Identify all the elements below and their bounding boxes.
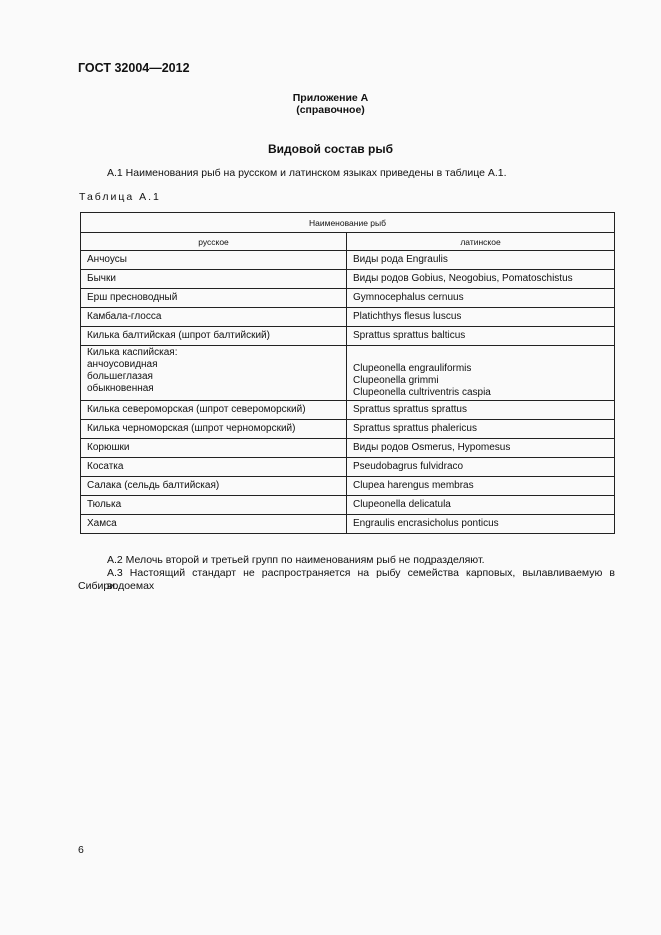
cell-line: Pseudobagrus fulvidraco — [353, 461, 464, 472]
cell-line: Килька балтийская (шпрот балтийский) — [87, 330, 270, 341]
note-a2: А.2 Мелочь второй и третьей групп по наименованиям рыб не подразделяют. — [107, 554, 485, 566]
column-header-russian: русское — [81, 233, 347, 251]
cell-line: Косатка — [87, 461, 124, 472]
cell-line: обыкновенная — [87, 383, 154, 394]
cell-line: Gymnocephalus cernuus — [353, 292, 464, 303]
cell-line: Тюлька — [87, 499, 122, 510]
cell-line: Камбала-глосса — [87, 311, 162, 322]
cell-russian-name — [81, 251, 347, 270]
table-row — [81, 327, 615, 346]
cell-line: Корюшки — [87, 442, 130, 453]
cell-line: Бычки — [87, 273, 116, 284]
cell-line: Clupeonella cultriventris caspia — [353, 387, 491, 398]
intro-paragraph: А.1 Наименования рыб на русском и латинском языках приведены в таблице А.1. — [107, 167, 507, 179]
cell-latin-name — [347, 289, 615, 308]
cell-latin-name — [347, 270, 615, 289]
table-row — [81, 515, 615, 534]
table-body — [81, 251, 615, 534]
cell-line: Platichthys flesus luscus — [353, 311, 462, 322]
table-row — [81, 401, 615, 420]
fish-names-table — [80, 212, 615, 534]
table-row — [81, 308, 615, 327]
cell-russian-name — [81, 346, 347, 401]
cell-line: Виды родов Gobius, Neogobius, Pomatoschistus — [353, 273, 573, 284]
cell-latin-name — [347, 458, 615, 477]
table-row — [81, 346, 615, 401]
table-row — [81, 270, 615, 289]
cell-latin-name — [347, 251, 615, 270]
cell-line: Ерш пресноводный — [87, 292, 178, 303]
cell-russian-name — [81, 327, 347, 346]
table-row — [81, 251, 615, 270]
cell-latin-name — [347, 346, 615, 401]
cell-line: Анчоусы — [87, 254, 127, 265]
cell-line: Килька североморская (шпрот североморский) — [87, 404, 306, 415]
note-a3-line1: А.3 Настоящий стандарт не распространяется на рыбу семейства карповых, вылавливаемую в водоемах — [107, 567, 615, 592]
cell-russian-name — [81, 420, 347, 439]
standard-code: ГОСТ 32004—2012 — [78, 61, 190, 75]
table-row — [81, 477, 615, 496]
cell-line: Хамса — [87, 518, 117, 529]
cell-latin-name — [347, 401, 615, 420]
column-header-latin: латинское — [347, 233, 615, 251]
table-row — [81, 458, 615, 477]
note-a3-line2: Сибири. — [78, 580, 118, 592]
table-row — [81, 439, 615, 458]
cell-russian-name — [81, 270, 347, 289]
cell-russian-name — [81, 477, 347, 496]
cell-line: анчоусовидная — [87, 359, 158, 370]
cell-latin-name — [347, 308, 615, 327]
cell-line: Sprattus sprattus balticus — [353, 330, 466, 341]
cell-line: Sprattus sprattus phalericus — [353, 423, 477, 434]
cell-russian-name — [81, 458, 347, 477]
section-title: Видовой состав рыб — [267, 142, 394, 156]
cell-line: Clupeonella delicatula — [353, 499, 451, 510]
table-row — [81, 420, 615, 439]
cell-latin-name — [347, 515, 615, 534]
cell-russian-name — [81, 496, 347, 515]
cell-line: Виды родов Osmerus, Hypomesus — [353, 442, 511, 453]
cell-line: большеглазая — [87, 371, 153, 382]
table-caption: Таблица А.1 — [79, 191, 161, 203]
cell-line: Килька черноморская (шпрот черноморский) — [87, 423, 296, 434]
appendix-title: Приложение А — [292, 92, 369, 104]
table-row — [81, 496, 615, 515]
cell-line: Sprattus sprattus sprattus — [353, 404, 467, 415]
cell-line: Килька каспийская: — [87, 347, 178, 358]
cell-russian-name — [81, 308, 347, 327]
cell-line: Виды рода Engraulis — [353, 254, 448, 265]
page-number: 6 — [78, 844, 84, 856]
cell-line: Clupeonella grimmi — [353, 375, 439, 386]
cell-line: Салака (сельдь балтийская) — [87, 480, 220, 491]
cell-russian-name — [81, 289, 347, 308]
cell-line: Clupea harengus membras — [353, 480, 474, 491]
cell-latin-name — [347, 327, 615, 346]
cell-latin-name — [347, 420, 615, 439]
cell-line: Clupeonella engrauliformis — [353, 363, 472, 374]
table-group-header: Наименование рыб — [81, 213, 615, 233]
cell-latin-name — [347, 477, 615, 496]
table-row — [81, 289, 615, 308]
cell-latin-name — [347, 496, 615, 515]
cell-russian-name — [81, 515, 347, 534]
cell-russian-name — [81, 439, 347, 458]
appendix-type: (справочное) — [296, 104, 365, 116]
cell-latin-name — [347, 439, 615, 458]
cell-line: Engraulis encrasicholus ponticus — [353, 518, 499, 529]
cell-russian-name — [81, 401, 347, 420]
